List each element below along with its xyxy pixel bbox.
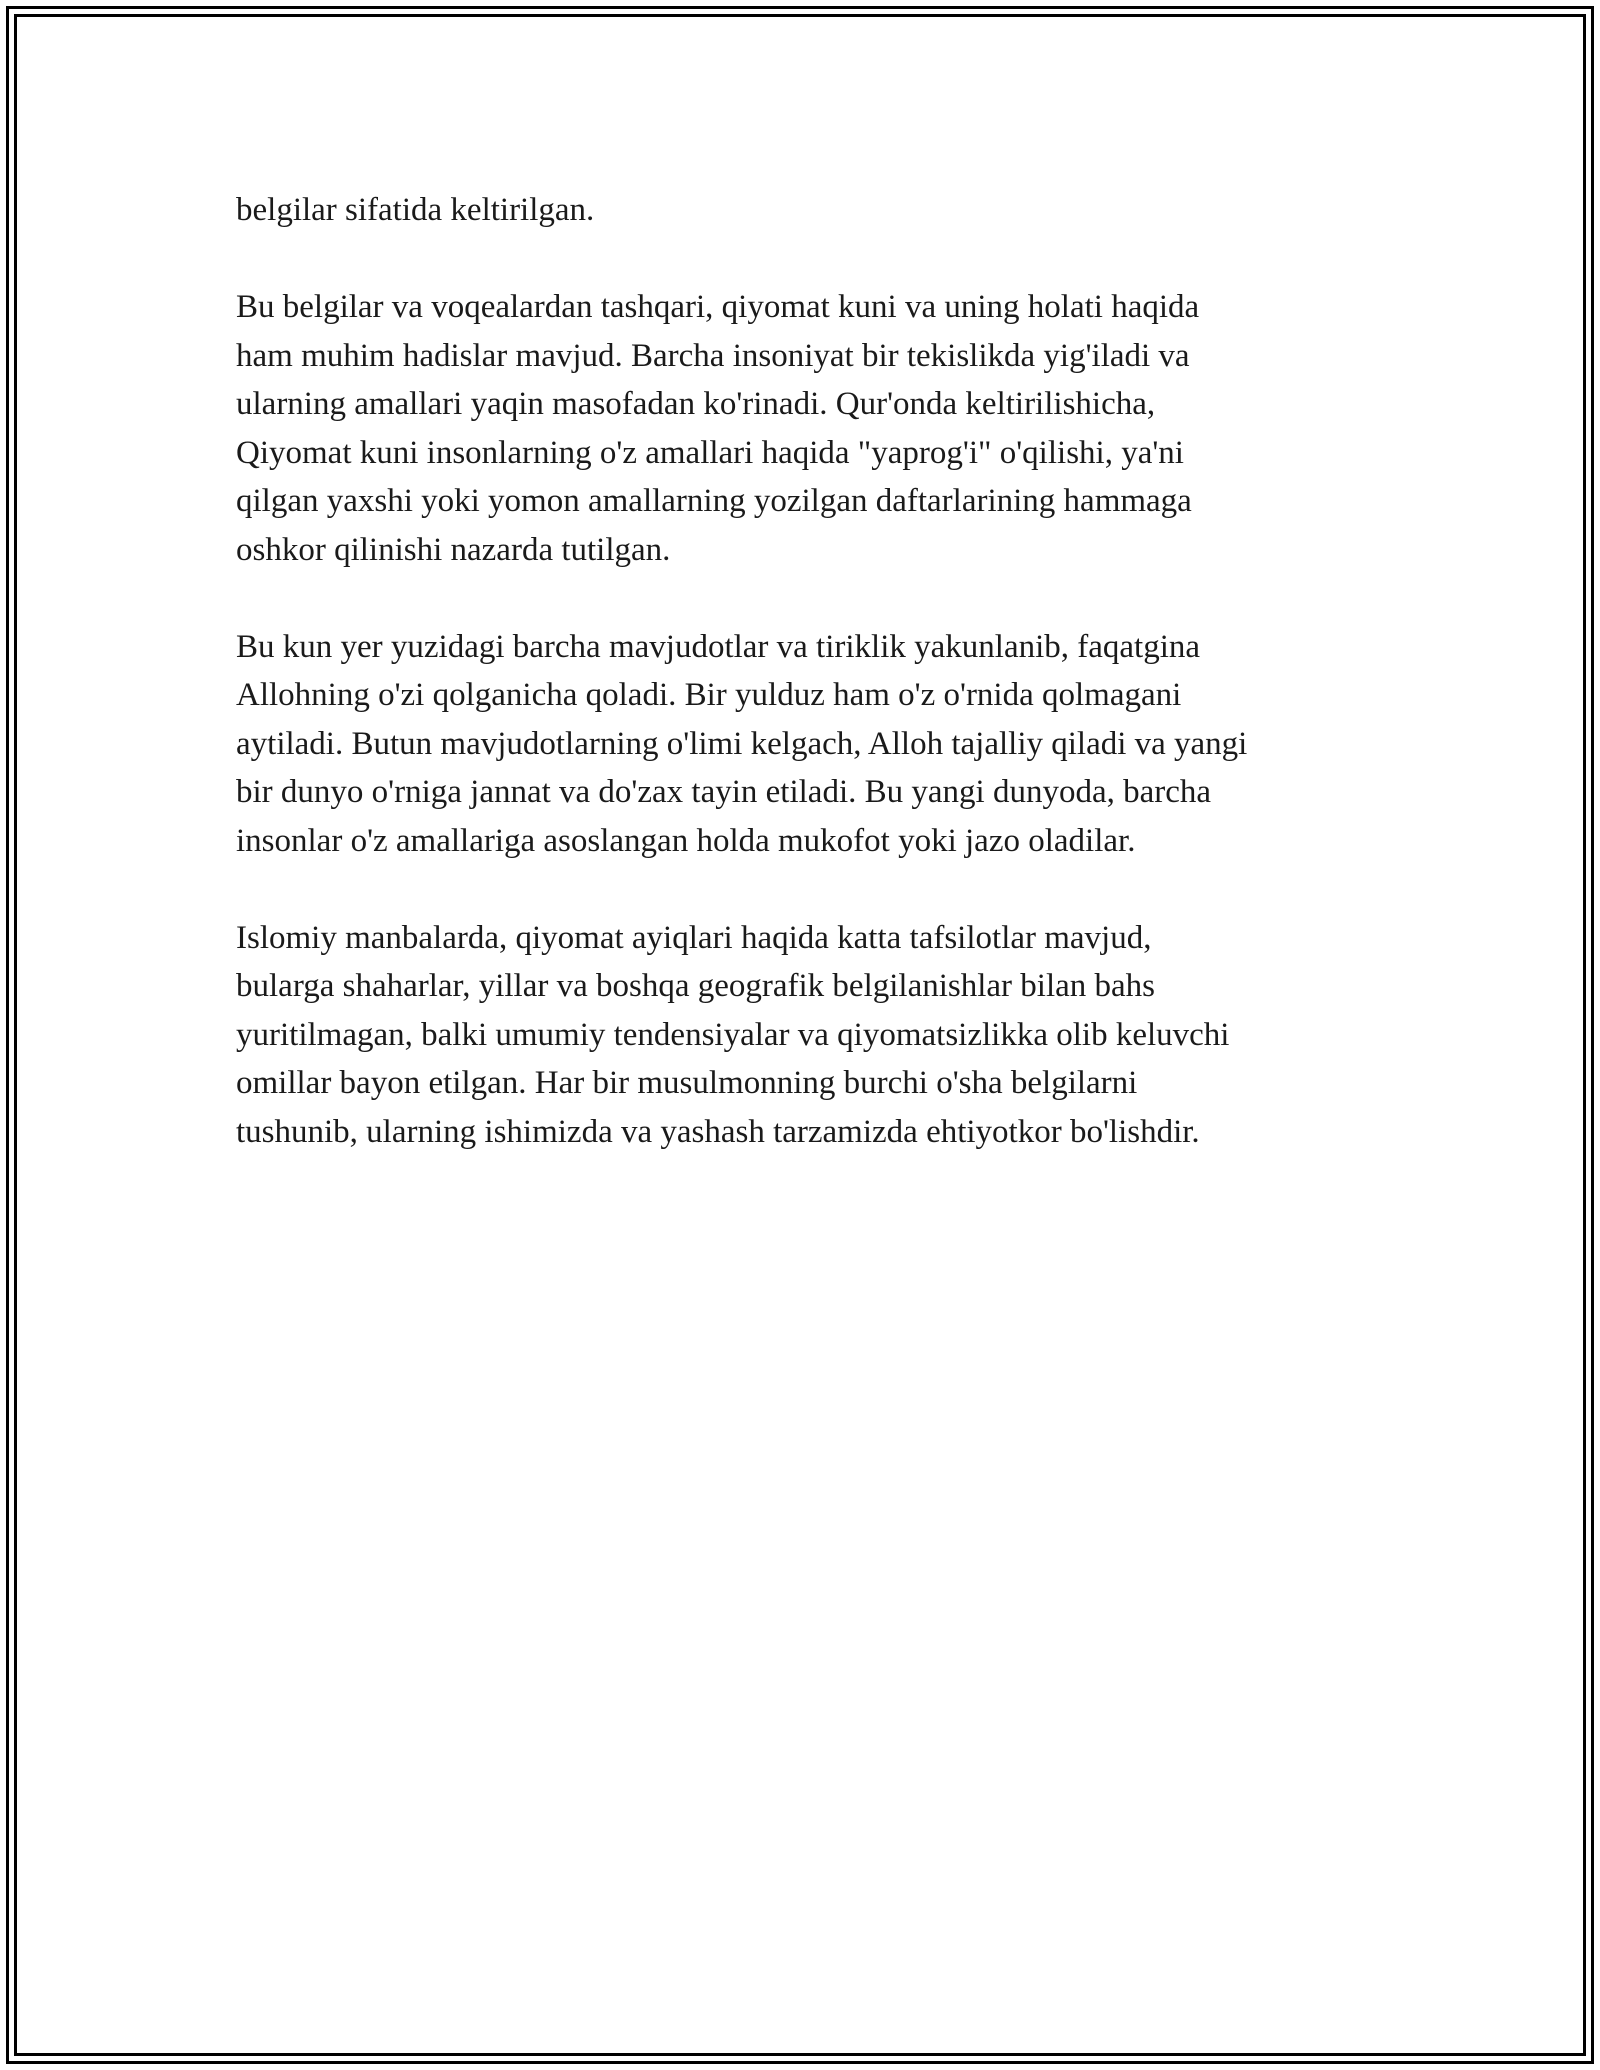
text-line: bir dunyo o'rniga jannat va do'zax tayin etiladi. Bu yangi dunyoda, barcha (236, 774, 1212, 810)
paragraph-4 (236, 914, 1416, 1157)
paragraph-2 (236, 283, 1416, 574)
text-line: tushunib, ularning ishimizda va yashash tarzamizda ehtiyotkor bo'lishdir. (236, 1113, 1200, 1150)
text-line: belgilar sifatida keltirilgan. (236, 192, 595, 228)
text-line: ularning amallari yaqin masofadan ko'rinadi. Qur'onda keltirilishicha, (236, 386, 1156, 422)
text-line: Allohning o'zi qolganicha qoladi. Bir yulduz ham o'z o'rnida qolmagani (236, 677, 1182, 713)
text-line: Bu kun yer yuzidagi barcha mavjudotlar va tiriklik yakunlanib, faqatgina (236, 628, 1201, 665)
text-line: Islomiy manbalarda, qiyomat ayiqlari haqida katta tafsilotlar mavjud, (236, 919, 1152, 956)
text-line: insonlar o'z amallariga asoslangan holda mukofot yoki jazo oladilar. (236, 822, 1136, 859)
text-line: omillar bayon etilgan. Har bir musulmonning burchi o'sha belgilarni (236, 1065, 1138, 1101)
text-line: bularga shaharlar, yillar va boshqa geografik belgilanishlar bilan bahs (236, 968, 1156, 1004)
text-line: ham muhim hadislar mavjud. Barcha insoniyat bir tekislikda yig'iladi va (236, 337, 1190, 374)
text-line: oshkor qilinishi nazarda tutilgan. (236, 531, 671, 568)
paragraph-1 (236, 186, 1416, 235)
text-line: Bu belgilar va voqealardan tashqari, qiyomat kuni va uning holati haqida (236, 289, 1200, 325)
text-line: qilgan yaxshi yoki yomon amallarning yozilgan daftarlarining hammaga (236, 483, 1192, 519)
paragraph-3 (236, 623, 1416, 866)
text-line: aytiladi. Butun mavjudotlarning o'limi kelgach, Alloh tajalliy qiladi va yangi (236, 725, 1248, 762)
document-body (236, 186, 1416, 1205)
text-line: Qiyomat kuni insonlarning o'z amallari haqida "yaprog'i" o'qilishi, ya'ni (236, 434, 1184, 471)
text-line: yuritilmagan, balki umumiy tendensiyalar va qiyomatsizlikka olib keluvchi (236, 1016, 1230, 1053)
